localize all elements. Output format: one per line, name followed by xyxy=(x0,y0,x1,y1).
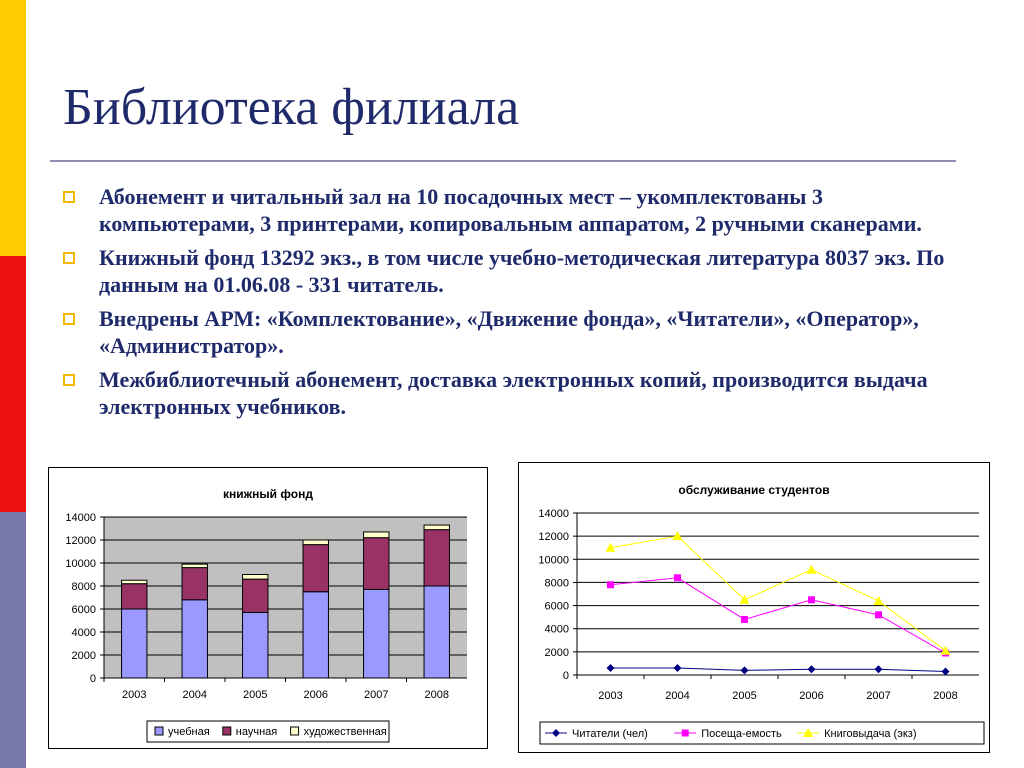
bar-segment xyxy=(122,609,147,678)
bar-segment xyxy=(122,584,147,609)
series-line xyxy=(611,578,946,653)
y-tick-label: 0 xyxy=(562,670,569,682)
data-point xyxy=(942,668,950,676)
bullet-item xyxy=(63,183,963,237)
data-point xyxy=(741,666,749,674)
bar-segment xyxy=(182,564,207,567)
bullet-item xyxy=(63,244,963,298)
student-service-chart-svg xyxy=(519,463,989,752)
x-tick-label: 2008 xyxy=(424,689,449,701)
bullet-item xyxy=(63,305,963,359)
square-bullet-icon xyxy=(63,313,75,325)
y-tick-label: 12000 xyxy=(538,531,569,544)
series-line xyxy=(611,668,946,671)
x-tick-label: 2004 xyxy=(182,689,207,701)
data-point xyxy=(674,574,681,581)
chart-title: книжный фонд xyxy=(223,487,313,501)
accent-strip-yellow xyxy=(0,0,26,256)
bar-segment xyxy=(303,592,328,678)
bullet-text: Книжный фонд 13292 экз., в том числе учебно-методическая литература 8037 экз. По данным на 01.06.08 - 331 читатель. xyxy=(99,245,945,297)
book-fund-chart xyxy=(48,467,488,749)
bar-segment xyxy=(243,579,268,612)
data-point xyxy=(808,596,815,603)
legend-label: художественная xyxy=(303,726,387,738)
bar-segment xyxy=(303,545,328,592)
bar-segment xyxy=(303,540,328,545)
data-point xyxy=(807,565,817,574)
bullet-item xyxy=(63,366,963,420)
y-tick-label: 0 xyxy=(89,673,96,685)
title-divider xyxy=(50,160,956,162)
legend-label: Книговыдача (экз) xyxy=(824,728,917,740)
legend-swatch xyxy=(155,727,163,735)
plot-area xyxy=(104,517,467,678)
x-tick-label: 2005 xyxy=(732,690,757,702)
bar-segment xyxy=(424,530,449,586)
x-tick-label: 2006 xyxy=(303,689,328,701)
bar-segment xyxy=(424,525,449,530)
y-tick-label: 10000 xyxy=(538,554,569,567)
chart-legend xyxy=(147,721,389,742)
data-point xyxy=(741,616,748,623)
legend-swatch xyxy=(223,727,231,735)
y-tick-label: 6000 xyxy=(544,600,569,613)
bar-segment xyxy=(243,612,268,678)
bar-segment xyxy=(243,575,268,580)
square-bullet-icon xyxy=(63,191,75,203)
chart-legend xyxy=(540,722,984,744)
bullet-text: Межбиблиотечный абонемент, доставка электронных копий, производится выдача электронных учебников. xyxy=(99,367,928,419)
x-tick-label: 2007 xyxy=(866,690,891,702)
y-tick-label: 2000 xyxy=(71,650,96,662)
bar-segment xyxy=(182,568,207,600)
y-tick-label: 12000 xyxy=(65,535,96,547)
y-tick-label: 2000 xyxy=(544,646,569,659)
data-point xyxy=(875,611,882,618)
y-tick-label: 4000 xyxy=(71,627,96,639)
data-point xyxy=(874,596,884,605)
y-tick-label: 10000 xyxy=(65,558,96,570)
bullet-list xyxy=(63,183,963,427)
legend-swatch xyxy=(291,727,299,735)
x-tick-label: 2004 xyxy=(665,690,690,702)
book-fund-chart-svg xyxy=(49,468,487,748)
y-tick-label: 4000 xyxy=(544,623,569,636)
bar-segment xyxy=(364,589,389,678)
bar-segment xyxy=(424,586,449,678)
x-tick-label: 2003 xyxy=(122,689,147,701)
legend-marker xyxy=(682,730,689,737)
x-tick-label: 2005 xyxy=(243,689,268,701)
legend-label: Посеща-емость xyxy=(701,728,782,740)
x-tick-label: 2006 xyxy=(799,690,824,702)
student-service-chart xyxy=(518,462,990,753)
series-line xyxy=(611,536,946,651)
data-point xyxy=(875,665,883,673)
x-tick-label: 2008 xyxy=(933,690,958,702)
bar-segment xyxy=(122,580,147,583)
square-bullet-icon xyxy=(63,374,75,386)
bullet-text: Внедрены АРМ: «Комплектование», «Движение фонда», «Читатели», «Оператор», «Администратор». xyxy=(99,306,919,358)
legend-label: учебная xyxy=(168,726,210,738)
accent-strip-red xyxy=(0,256,26,512)
accent-strip-purple xyxy=(0,512,26,768)
y-tick-label: 8000 xyxy=(544,577,569,590)
data-point xyxy=(808,665,816,673)
data-point xyxy=(607,581,614,588)
x-tick-label: 2003 xyxy=(598,690,623,702)
bullet-text: Абонемент и читальный зал на 10 посадочных мест – укомплектованы 3 компьютерами, 3 принтерами, копировальным аппаратом, 2 ручными сканерами. xyxy=(99,184,922,236)
y-tick-label: 14000 xyxy=(65,512,96,524)
data-point xyxy=(674,664,682,672)
chart-title: обслуживание студентов xyxy=(678,483,830,497)
y-tick-label: 14000 xyxy=(538,508,569,520)
y-tick-label: 6000 xyxy=(71,604,96,616)
legend-label: научная xyxy=(235,726,278,738)
bar-segment xyxy=(364,538,389,590)
bar-segment xyxy=(364,532,389,538)
legend-label: Читатели (чел) xyxy=(572,728,648,740)
x-tick-label: 2007 xyxy=(364,689,389,701)
data-point xyxy=(607,664,615,672)
y-tick-label: 8000 xyxy=(71,581,96,593)
square-bullet-icon xyxy=(63,252,75,264)
slide-title: Библиотека филиала xyxy=(63,79,520,136)
bar-segment xyxy=(182,600,207,678)
